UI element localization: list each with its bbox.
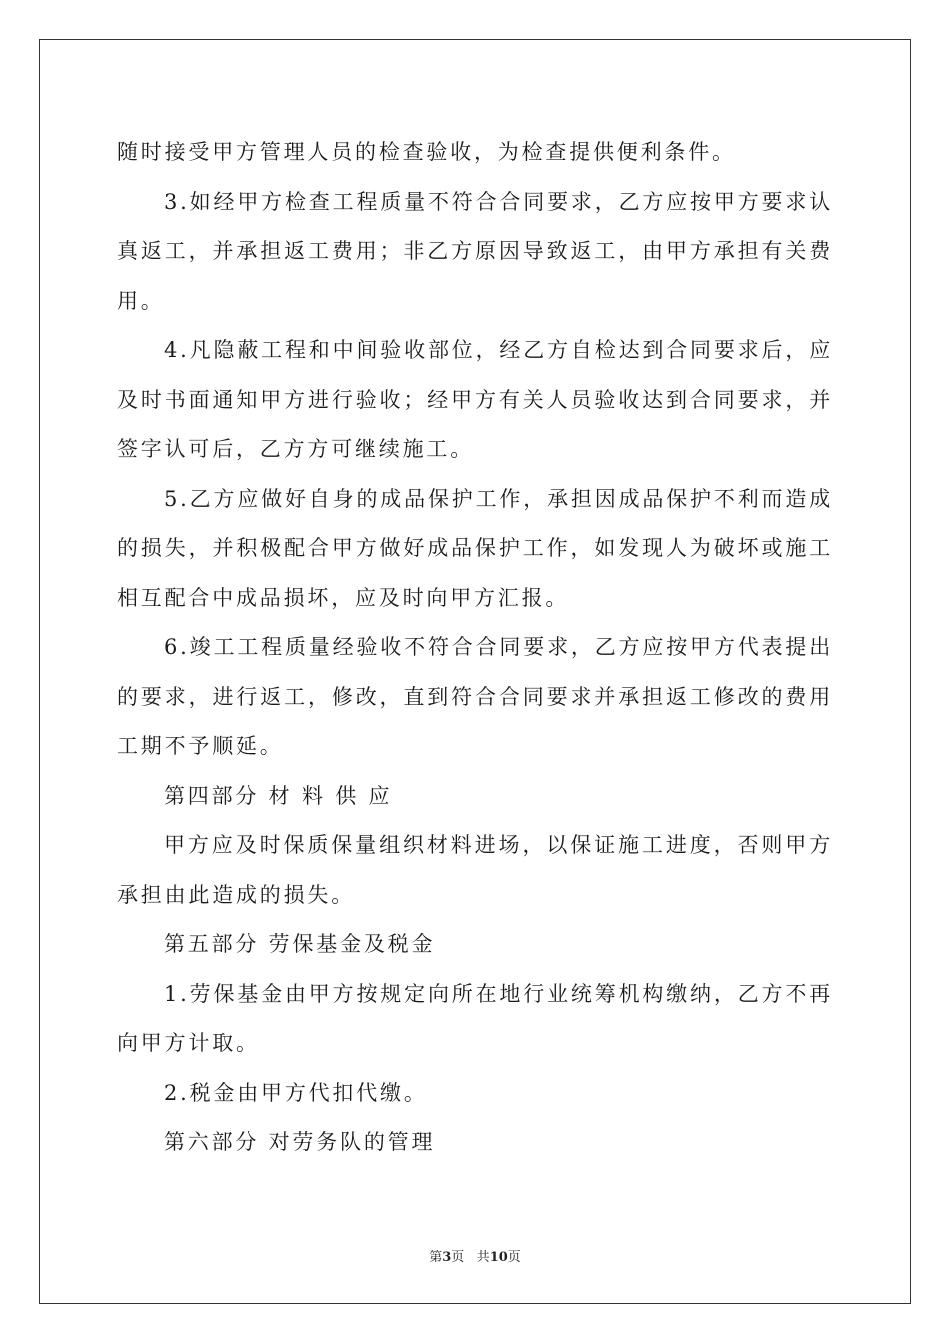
section-heading-part-6: 第六部分 对劳务队的管理 [164, 1130, 436, 1154]
paragraph-item-4: 4.凡隐蔽工程和中间验收部位，经乙方自检达到合同要求后，应及时书面通知甲方进行验收；经甲方有关人员验收达到合同要求，并签字认可后，乙方方可继续施工。 [117, 338, 833, 461]
section-heading-part-5: 第五部分 劳保基金及税金 [164, 932, 436, 956]
page-footer [0, 1246, 950, 1265]
paragraph-labor-fund: 1.劳保基金由甲方按规定向所在地行业统筹机构缴纳，乙方不再向甲方计取。 [117, 981, 833, 1055]
footer-total-suffix: 页 [507, 1250, 521, 1265]
footer-page-prefix: 第 [429, 1250, 443, 1265]
section-heading-part-4: 第四部分 材 料 供 应 [164, 783, 393, 808]
paragraph-materials: 甲方应及时保质保量组织材料进场，以保证施工进度，否则甲方承担由此造成的损失。 [117, 833, 833, 907]
paragraph-tax: 2.税金由甲方代扣代缴。 [164, 1080, 428, 1105]
paragraph-item-3: 3.如经甲方检查工程质量不符合合同要求，乙方应按甲方要求认真返工，并承担返工费用；非乙方原因导致返工，由甲方承担有关费用。 [117, 189, 833, 313]
footer-page-suffix: 页 [451, 1250, 465, 1265]
footer-total-prefix: 共 [476, 1250, 490, 1265]
footer-page-number: 3 [442, 1250, 452, 1265]
paragraph-continuation: 随时接受甲方管理人员的检查验收，为检查提供便利条件。 [117, 140, 736, 164]
document-body [117, 128, 833, 1168]
footer-total-number: 10 [489, 1250, 508, 1265]
paragraph-item-6: 6.竣工工程质量经验收不符合合同要求，乙方应按甲方代表提出的要求，进行返工，修改，直到符合合同要求并承担返工修改的费用工期不予顺延。 [117, 635, 833, 758]
paragraph-item-5: 5.乙方应做好自身的成品保护工作，承担因成品保护不利而造成的损失，并积极配合甲方做好成品保护工作，如发现人为破坏或施工相互配合中成品损坏，应及时向甲方汇报。 [117, 486, 833, 610]
